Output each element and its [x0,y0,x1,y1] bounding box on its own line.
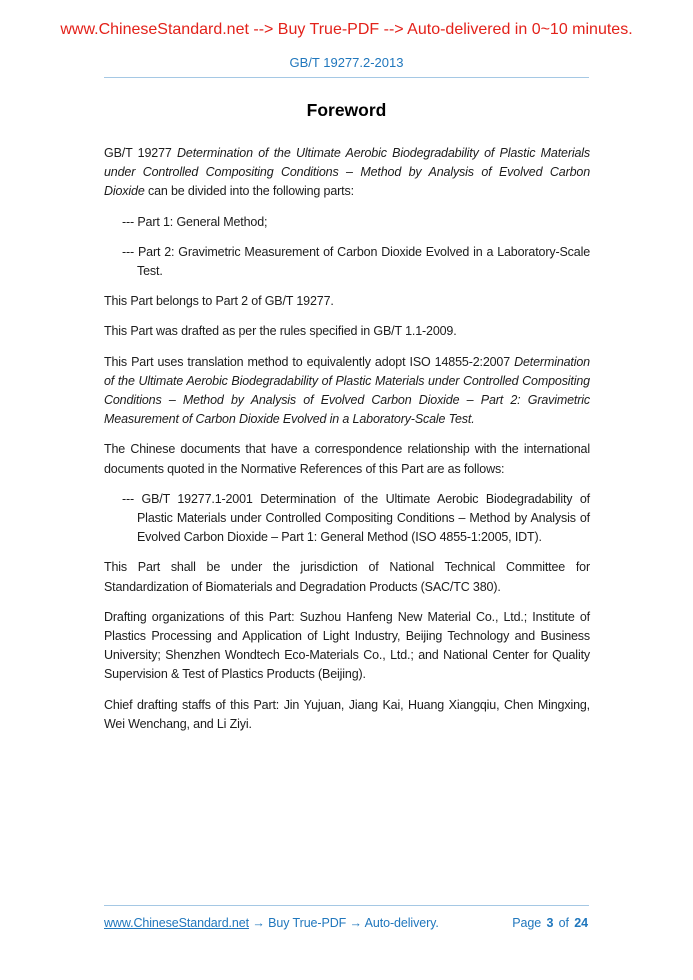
paragraph-iso-adoption [104,353,590,430]
page-current: 3 [546,916,554,930]
paragraph-text: The Chinese documents that have a correspondence relationship with the international documents quoted in the Normative References of this Part are as follows: [104,442,590,476]
of-label: of [558,916,569,930]
footer-buy-text: Buy True-PDF [268,916,347,930]
bullet-text: --- GB/T 19277.1-2001 Determination of the Ultimate Aerobic Biodegradability of Plastic Materials under Controlled Compositing Conditions – Method by Analysis of Evolved Carbon Dioxide – Part 1: General Method (ISO 4855-1:2005, IDT). [122,491,590,545]
page-number-indicator [511,916,589,930]
paragraph-text: can be divided into the following parts: [144,184,354,199]
paragraph-belongs [104,292,590,311]
bullet-text: --- Part 1: General Method; [122,214,268,229]
bullet-gbt-19277-1 [104,490,590,548]
bullet-text: --- Part 2: Gravimetric Measurement of Carbon Dioxide Evolved in a Laboratory-Scale Test. [122,244,590,279]
paragraph-text: This Part uses translation method to equivalently adopt ISO 14855-2:2007 [104,354,515,369]
header-rule [104,77,589,78]
paragraph-jurisdiction [104,558,590,596]
page-footer [104,916,589,930]
paragraph-text: This Part was drafted as per the rules specified in GB/T 1.1-2009. [104,324,457,339]
footer-site-link[interactable]: www.ChineseStandard.net [104,916,250,930]
paragraph-text: Drafting organizations of this Part: Suzhou Hanfeng New Material Co., Ltd.; Institute of Plastics Processing and Application of Light Industry, Beijing Technology and Business University; Shenzhen Wondtech Eco-Materials Co., Ltd.; and National Center for Quality Supervision & Test of Plastics Products (Beijing). [104,609,590,682]
paragraph-scope-intro [104,144,590,202]
paragraph-chief-drafting-staffs [104,696,590,734]
paragraph-text: This Part belongs to Part 2 of GB/T 19277. [104,294,334,309]
paragraph-drafting-organizations [104,608,590,685]
bullet-part-1 [104,213,590,232]
footer-delivery-text: Auto-delivery. [364,916,439,930]
document-code: GB/T 19277.2-2013 [289,55,404,70]
promo-banner: www.ChineseStandard.net --> Buy True-PDF --> Auto-delivered in 0~10 minutes. [60,21,633,38]
page-label: Page [512,916,542,930]
document-body [104,144,590,745]
bullet-part-2 [104,243,590,281]
paragraph-text: GB/T 19277 [104,146,178,160]
standard-title-italic: Determination of the Ultimate Aerobic Biodegradability of Plastic Materials under Controlled Compositing Conditions – Method by Analysis of Evolved Carbon Dioxide – Part 2: Gravimetric Measurement of Carbon Dioxide Evolved in a Laboratory-Scale Test. [104,354,590,427]
paragraph-text: This Part shall be under the jurisdiction of National Technical Committee for Standardization of Biomaterials and Degradation Products (SAC/TC 380). [104,560,590,594]
paragraph-drafted [104,322,590,341]
standard-title-italic: Determination of the Ultimate Aerobic Biodegradability of Plastic Materials under Controlled Compositing Conditions – Method by Analysis of Evolved Carbon Dioxide [104,146,591,199]
arrow-right-icon: → [349,916,362,930]
page-title: Foreword [306,100,387,120]
paragraph-text: Chief drafting staffs of this Part: Jin Yujuan, Jiang Kai, Huang Xiangqiu, Chen Mingxing, Wei Wenchang, and Li Ziyi. [104,697,590,731]
footer-promo [104,916,439,930]
page-total: 24 [574,916,588,930]
arrow-right-icon: → [252,916,265,930]
footer-rule [104,905,589,906]
paragraph-correspondence [104,440,590,478]
